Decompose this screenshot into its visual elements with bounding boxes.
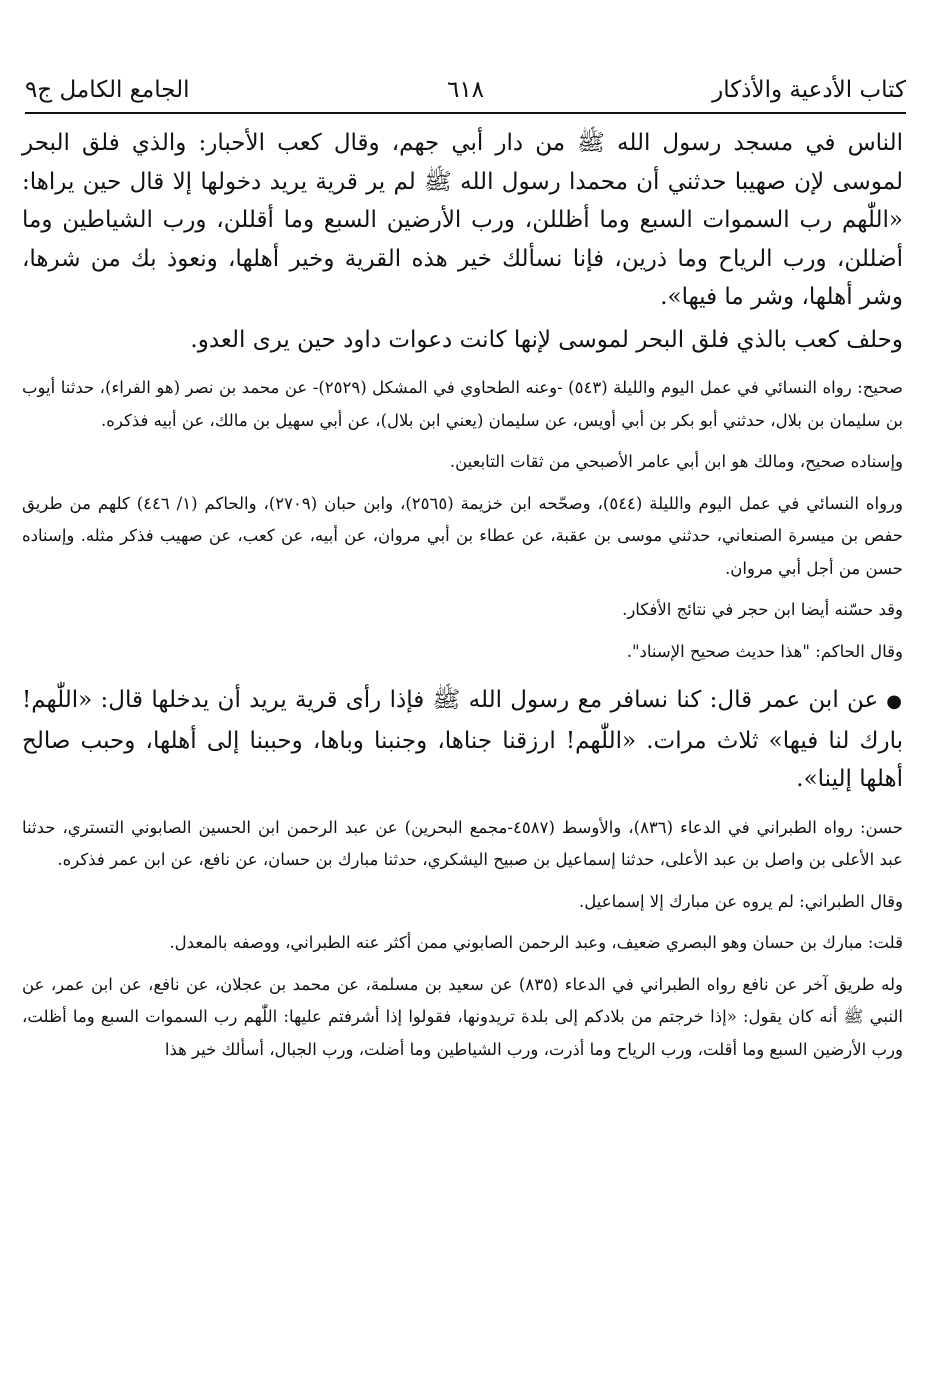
book-title: كتاب الأدعية والأذكار [712, 77, 906, 103]
bullet-icon: ● [886, 691, 903, 712]
commentary: صحيح: رواه النسائي في عمل اليوم والليلة (٥٤٣) -وعنه الطحاوي في المشكل (٢٥٢٩)- عن محمد بن نصر (هو الفراء)، حدثنا أيوب بن سليمان بن بلال، حدثني أبو بكر بن أبي أويس، عن سليمان (يعني ابن بلال)، عن أبي سهيل بن مالك، عن أبيه فذكره. [22, 378, 904, 430]
commentary: ورواه النسائي في عمل اليوم والليلة (٥٤٤)، وصحّحه ابن خزيمة (٢٥٦٥)، وابن حبان (٢٧٠٩)، والحاكم (١/ ٤٤٦) كلهم من طريق حفص بن ميسرة الصنعاني، حدثني موسى بن عقبة، عن عطاء بن أبي مروان، عن أبيه، عن كعب، عن صهيب فذكر مثله. وإسناده حسن من أجل أبي مروان. [22, 493, 903, 578]
page-header [25, 68, 906, 114]
commentary: وله طريق آخر عن نافع رواه الطبراني في الدعاء (٨٣٥) عن سعيد بن مسلمة، عن محمد بن عجلان، عن نافع، عن ابن عمر، عن النبي ﷺ أنه كان يقول: «إذا خرجتم من بلادكم إلى بلدة تريدونها، فقولوا إذا أشرفتم عليها: اللّٰهم رب السموات السبع وما أظلت، ورب الأرضين السبع وما أقلت، ورب الرياح وما أذرت، ورب الشياطين وما أضلت، ورب الجبال، أسألك خير هذا [22, 974, 903, 1059]
commentary: قلت: مبارك بن حسان وهو البصري ضعيف، وعبد الرحمن الصابوني ممن أكثر عنه الطبراني، ووصفه بالمعدل. [169, 933, 903, 952]
commentary: وقال الحاكم: "هذا حديث صحيح الإسناد". [626, 641, 903, 661]
hadith-body: عن ابن عمر قال: كنا نسافر مع رسول الله ﷺ فإذا رأى قرية يريد أن يدخلها قال: «اللّٰهم! بارك لنا فيها» ثلاث مرات. «اللّٰهم! ارزقنا جناها، وجنبنا وباها، وحببنا إلى أهلها، وحبب صالح أهلها إلينا». [22, 687, 903, 792]
commentary: حسن: رواه الطبراني في الدعاء (٨٣٦)، والأوسط (٤٥٨٧-مجمع البحرين) عن عبد الرحمن ابن الحسين الصابوني التستري، حدثنا عبد الأعلى بن واصل بن عبد الأعلى، حدثنا إسماعيل بن صبيح اليشكري، حدثنا مبارك بن حسان، عن نافع، عن ابن عمر فذكره. [22, 817, 903, 869]
page-number: ٦١٨ [446, 77, 485, 103]
hadith-text: الناس في مسجد رسول الله ﷺ من دار أبي جهم، وقال كعب الأحبار: والذي فلق البحر لموسى لإن صهيبا حدثني أن محمدا رسول الله ﷺ لم ير قرية يريد دخولها إلا قال حين يراها: «اللّٰهم رب السموات السبع وما أظللن، ورب الأرضين السبع وما أقللن، ورب الشياطين وما أضللن، ورب الرياح وما ذرين، فإنا نسألك خير هذه القرية وخير أهلها، ونعوذ بك من شرها، وشر أهلها، وشر ما فيها». [22, 130, 904, 310]
hadith-text [22, 681, 903, 799]
commentary: وإسناده صحيح، ومالك هو ابن أبي عامر الأصبحي من ثقات التابعين. [449, 452, 903, 471]
hadith-text: وحلف كعب بالذي فلق البحر لموسى لإنها كانت دعوات داود حين يرى العدو. [190, 326, 903, 353]
page-body [22, 124, 903, 1066]
commentary: وقال الطبراني: لم يروه عن مبارك إلا إسماعيل. [579, 891, 903, 911]
volume-title: الجامع الكامل ج٩ [25, 77, 190, 103]
commentary: وقد حسّنه أيضا ابن حجر في نتائج الأفكار. [622, 600, 903, 619]
